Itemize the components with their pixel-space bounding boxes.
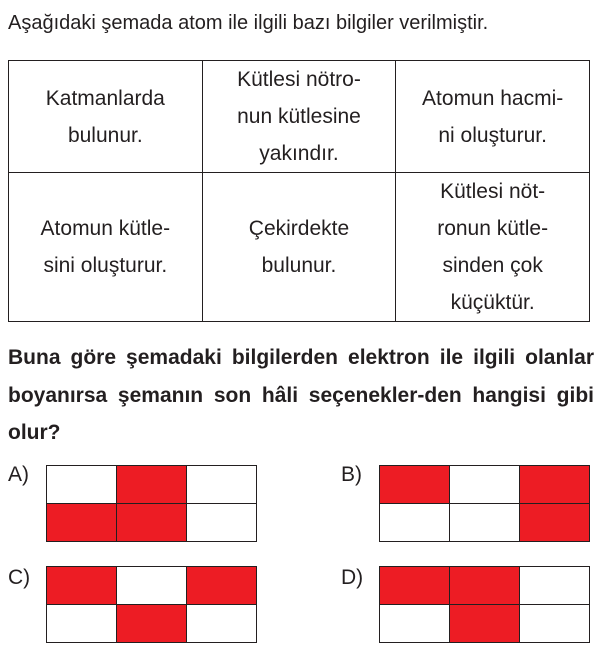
option-b-label[interactable]: B) [341, 463, 362, 486]
option-cell [47, 466, 117, 504]
option-c-label[interactable]: C) [8, 566, 31, 589]
scheme-row [9, 61, 590, 173]
option-cell [187, 567, 257, 605]
option-cell [47, 605, 117, 643]
option-cell [117, 605, 187, 643]
option-cell [450, 567, 520, 605]
option-cell [520, 504, 590, 542]
scheme-cell: Kütlesi nöt- ronun kütle- sinden çok küçüktür. [396, 173, 590, 322]
scheme-cell: Katmanlarda bulunur. [9, 61, 203, 173]
option-a-grid[interactable] [46, 465, 257, 542]
option-cell [117, 567, 187, 605]
scheme-cell: Atomun hacmi- ni oluşturur. [396, 61, 590, 173]
option-cell [47, 504, 117, 542]
option-cell [187, 466, 257, 504]
option-cell [450, 504, 520, 542]
option-cell [450, 605, 520, 643]
option-cell [450, 466, 520, 504]
option-cell [520, 605, 590, 643]
intro-text: Aşağıdaki şemada atom ile ilgili bazı bilgiler verilmiştir. [8, 12, 489, 34]
option-cell [380, 567, 450, 605]
option-d-label[interactable]: D) [341, 566, 364, 589]
question-text: Buna göre şemadaki bilgilerden elektron ile ilgili olanlar boyanırsa şemanın son hâli seçenekler-den hangisi gibi olur? [8, 346, 594, 444]
option-cell [187, 605, 257, 643]
option-b-grid[interactable] [379, 465, 590, 542]
option-c-grid[interactable] [46, 566, 257, 643]
scheme-cell: Çekirdekte bulunur. [202, 173, 396, 322]
scheme-cell: Kütlesi nötro- nun kütlesine yakındır. [202, 61, 396, 173]
option-cell [520, 466, 590, 504]
scheme-cell: Atomun kütle- sini oluşturur. [9, 173, 203, 322]
option-cell [380, 504, 450, 542]
option-cell [187, 504, 257, 542]
atom-info-scheme [8, 60, 590, 322]
option-cell [117, 504, 187, 542]
option-cell [117, 466, 187, 504]
option-cell [47, 567, 117, 605]
option-d-grid[interactable] [379, 566, 590, 643]
option-cell [380, 605, 450, 643]
scheme-row [9, 173, 590, 322]
option-cell [380, 466, 450, 504]
option-a-label[interactable]: A) [8, 463, 29, 486]
option-cell [520, 567, 590, 605]
